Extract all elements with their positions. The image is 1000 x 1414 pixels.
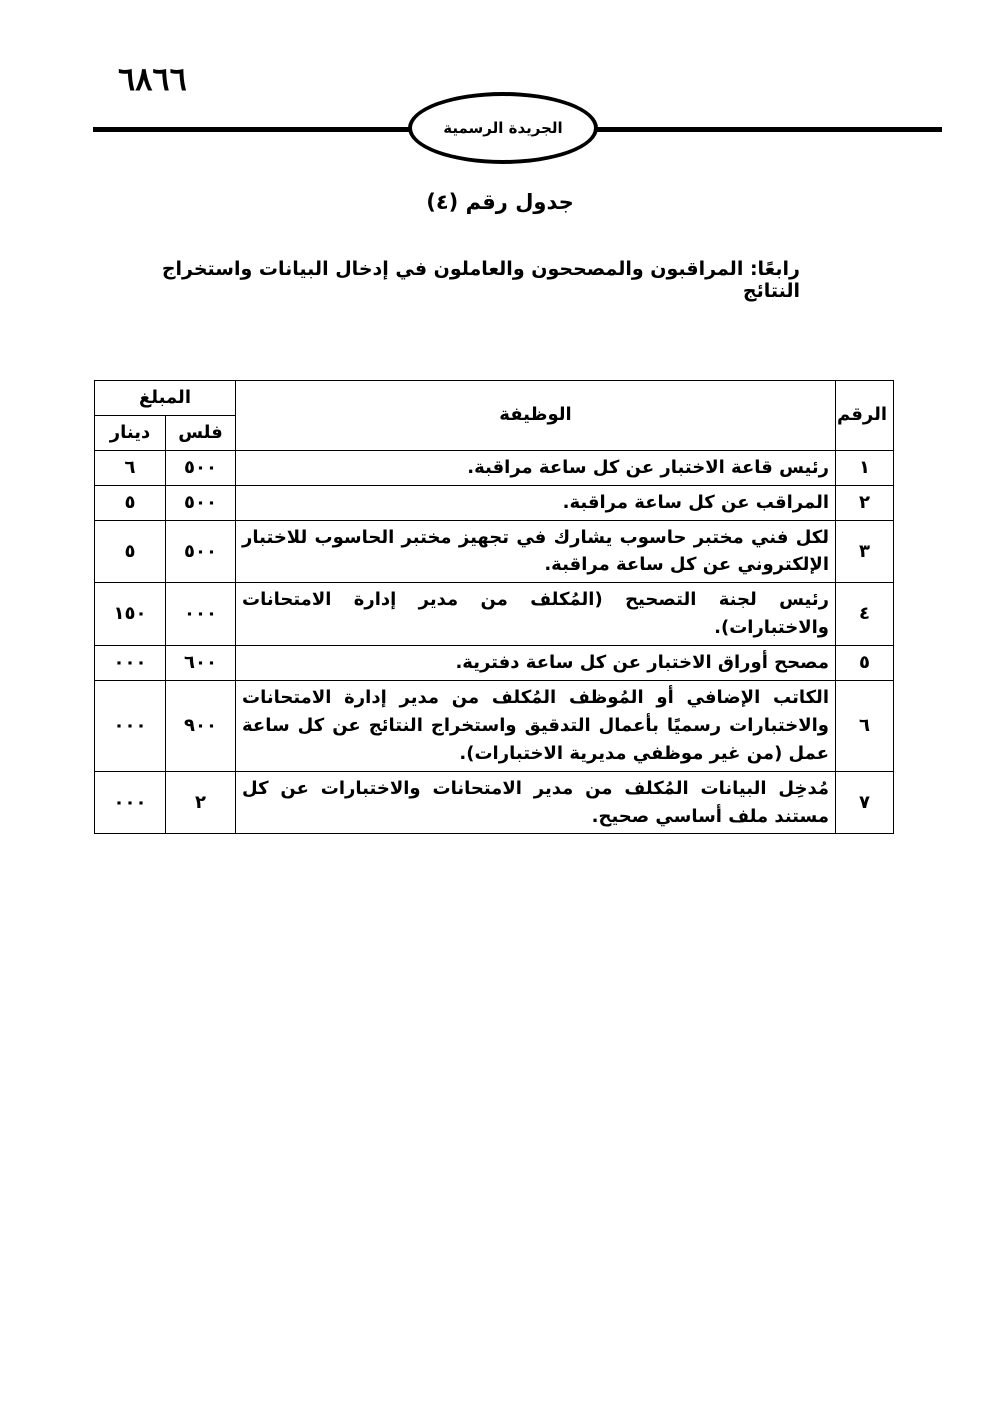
table-row bbox=[95, 771, 894, 834]
row-job: رئيس لجنة التصحيح (المُكلف من مدير إدارة الامتحانات والاختبارات). bbox=[236, 583, 836, 646]
row-dinar: ٥ bbox=[95, 485, 166, 520]
row-number: ٦ bbox=[836, 681, 894, 772]
row-job: مُدخِل البيانات المُكلف من مدير الامتحانات والاختبارات عن كل مستند ملف أساسي صحيح. bbox=[236, 771, 836, 834]
row-fils: ٦٠٠ bbox=[166, 646, 236, 681]
row-fils: ٥٠٠ bbox=[166, 450, 236, 485]
row-fils: ٢ bbox=[166, 771, 236, 834]
table-row bbox=[95, 681, 894, 772]
header-number: الرقم bbox=[836, 381, 894, 451]
row-fils: ٩٠٠ bbox=[166, 681, 236, 772]
rates-table bbox=[94, 380, 894, 834]
row-fils: ٥٠٠ bbox=[166, 485, 236, 520]
table-row bbox=[95, 520, 894, 583]
table-row bbox=[95, 646, 894, 681]
table-title: جدول رقم (٤) bbox=[426, 190, 574, 214]
header-fils: فلس bbox=[166, 415, 236, 450]
row-dinar: ٠٠٠ bbox=[95, 771, 166, 834]
row-dinar: ٦ bbox=[95, 450, 166, 485]
row-dinar: ٠٠٠ bbox=[95, 646, 166, 681]
header-dinar: دينار bbox=[95, 415, 166, 450]
table-row bbox=[95, 485, 894, 520]
table-row bbox=[95, 583, 894, 646]
header-oval bbox=[408, 92, 598, 164]
row-number: ٧ bbox=[836, 771, 894, 834]
row-job: لكل فني مختبر حاسوب يشارك في تجهيز مختبر الحاسوب للاختبار الإلكتروني عن كل ساعة مراقبة. bbox=[236, 520, 836, 583]
row-dinar: ٠٠٠ bbox=[95, 681, 166, 772]
page-number: ٦٨٦٦ bbox=[118, 60, 187, 98]
row-job: مصحح أوراق الاختبار عن كل ساعة دفترية. bbox=[236, 646, 836, 681]
row-number: ٣ bbox=[836, 520, 894, 583]
header-job: الوظيفة bbox=[236, 381, 836, 451]
row-number: ١ bbox=[836, 450, 894, 485]
row-number: ٢ bbox=[836, 485, 894, 520]
row-job: رئيس قاعة الاختبار عن كل ساعة مراقبة. bbox=[236, 450, 836, 485]
section-heading: رابعًا: المراقبون والمصححون والعاملون في إدخال البيانات واستخراج النتائج bbox=[161, 258, 800, 302]
header-amount: المبلغ bbox=[95, 381, 236, 416]
row-dinar: ٥ bbox=[95, 520, 166, 583]
table-header-row bbox=[95, 381, 894, 416]
row-number: ٥ bbox=[836, 646, 894, 681]
row-dinar: ١٥٠ bbox=[95, 583, 166, 646]
row-job: المراقب عن كل ساعة مراقبة. bbox=[236, 485, 836, 520]
row-job: الكاتب الإضافي أو المُوظف المُكلف من مدير إدارة الامتحانات والاختبارات رسميًا بأعمال التدقيق واستخراج النتائج عن كل ساعة عمل (من غير موظفي مديرية الاختبارات). bbox=[236, 681, 836, 772]
table-row bbox=[95, 450, 894, 485]
row-fils: ٠٠٠ bbox=[166, 583, 236, 646]
row-fils: ٥٠٠ bbox=[166, 520, 236, 583]
row-number: ٤ bbox=[836, 583, 894, 646]
publication-name: الجريدة الرسمية bbox=[443, 119, 563, 137]
